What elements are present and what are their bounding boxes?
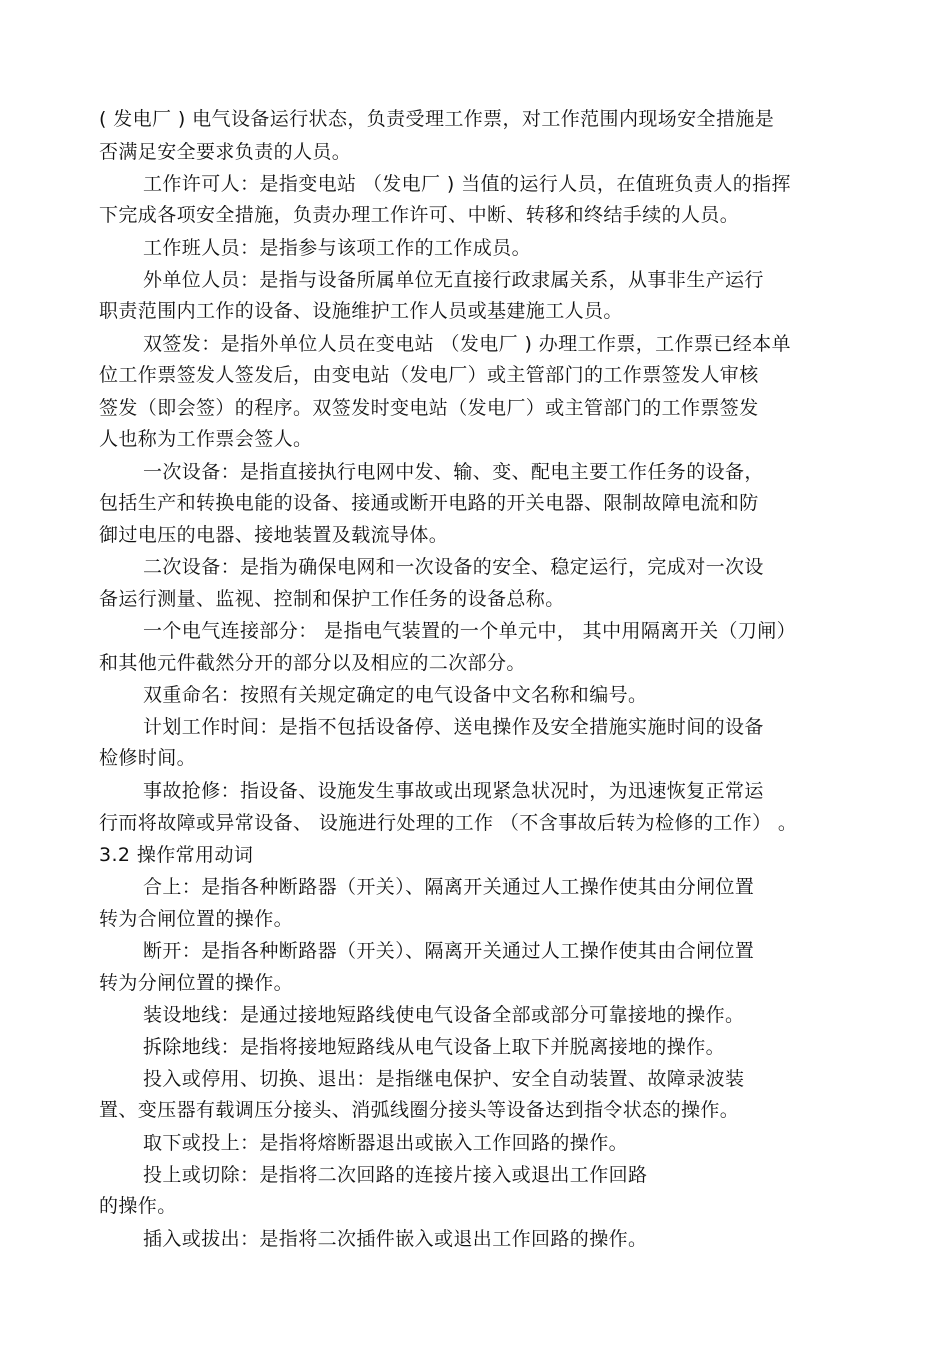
text-line: ( 发电厂 ) 电气设备运行状态，负责受理工作票，对工作范围内现场安全措施是 (99, 108, 775, 130)
text-line: 事故抢修：指设备、设施发生事故或出现紧急状况时，为迅速恢复正常运 (143, 780, 764, 802)
text-line: 装设地线：是通过接地短路线使电气设备全部或部分可靠接地的操作。 (143, 1004, 745, 1026)
text-line: 投上或切除：是指将二次回路的连接片接入或退出工作回路 (143, 1164, 648, 1186)
text-line: 人也称为工作票会签人。 (99, 428, 313, 450)
text-line: 一个电气连接部分： 是指电气装置的一个单元中， 其中用隔离开关（刀闸） (143, 620, 797, 642)
text-line: 否满足安全要求负责的人员。 (99, 141, 352, 163)
text-line: 拆除地线：是指将接地短路线从电气设备上取下并脱离接地的操作。 (143, 1036, 726, 1058)
text-line: 工作许可人：是指变电站 （发电厂 ) 当值的运行人员，在值班负责人的指挥 (143, 173, 791, 195)
section-heading: 3.2 操作常用动词 (99, 844, 254, 866)
text-line: 签发（即会签）的程序。双签发时变电站（发电厂）或主管部门的工作票签发 (99, 397, 759, 419)
text-line: 职责范围内工作的设备、设施维护工作人员或基建施工人员。 (99, 300, 623, 322)
text-line: 双签发：是指外单位人员在变电站 （发电厂 ) 办理工作票，工作票已经本单 (143, 333, 791, 355)
text-line: 合上：是指各种断路器（开关）、隔离开关通过人工操作使其由分闸位置 (143, 876, 755, 898)
text-line: 包括生产和转换电能的设备、接通或断开电路的开关电器、限制故障电流和防 (99, 492, 759, 514)
text-line: 下完成各项安全措施，负责办理工作许可、中断、转移和终结手续的人员。 (99, 204, 740, 226)
text-line: 取下或投上：是指将熔断器退出或嵌入工作回路的操作。 (143, 1132, 629, 1154)
text-line: 的操作。 (99, 1195, 177, 1217)
text-line: 二次设备：是指为确保电网和一次设备的安全、稳定运行，完成对一次设 (143, 556, 764, 578)
text-line: 和其他元件截然分开的部分以及相应的二次部分。 (99, 652, 526, 674)
text-line: 行而将故障或异常设备、 设施进行处理的工作 （不含事故后转为检修的工作） 。 (99, 812, 798, 834)
text-line: 一次设备：是指直接执行电网中发、输、变、配电主要工作任务的设备， (143, 461, 764, 483)
text-line: 位工作票签发人签发后，由变电站（发电厂）或主管部门的工作票签发人审核 (99, 364, 759, 386)
text-line: 御过电压的电器、接地装置及载流导体。 (99, 524, 449, 546)
text-line: 转为合闸位置的操作。 (99, 908, 294, 930)
text-line: 工作班人员：是指参与该项工作的工作成员。 (143, 237, 532, 259)
text-line: 置、变压器有载调压分接头、消弧线圈分接头等设备达到指令状态的操作。 (99, 1099, 740, 1121)
text-line: 备运行测量、监视、控制和保护工作任务的设备总称。 (99, 588, 565, 610)
text-line: 投入或停用、切换、退出：是指继电保护、安全自动装置、故障录波装 (143, 1068, 745, 1090)
text-line: 外单位人员：是指与设备所属单位无直接行政隶属关系，从事非生产运行 (143, 269, 764, 291)
text-line: 转为分闸位置的操作。 (99, 972, 294, 994)
text-line: 插入或拔出：是指将二次插件嵌入或退出工作回路的操作。 (143, 1228, 648, 1250)
text-line: 双重命名：按照有关规定确定的电气设备中文名称和编号。 (143, 684, 648, 706)
text-line: 断开：是指各种断路器（开关）、隔离开关通过人工操作使其由合闸位置 (143, 940, 755, 962)
text-line: 计划工作时间：是指不包括设备停、送电操作及安全措施实施时间的设备 (143, 716, 764, 738)
text-line: 检修时间。 (99, 747, 197, 769)
